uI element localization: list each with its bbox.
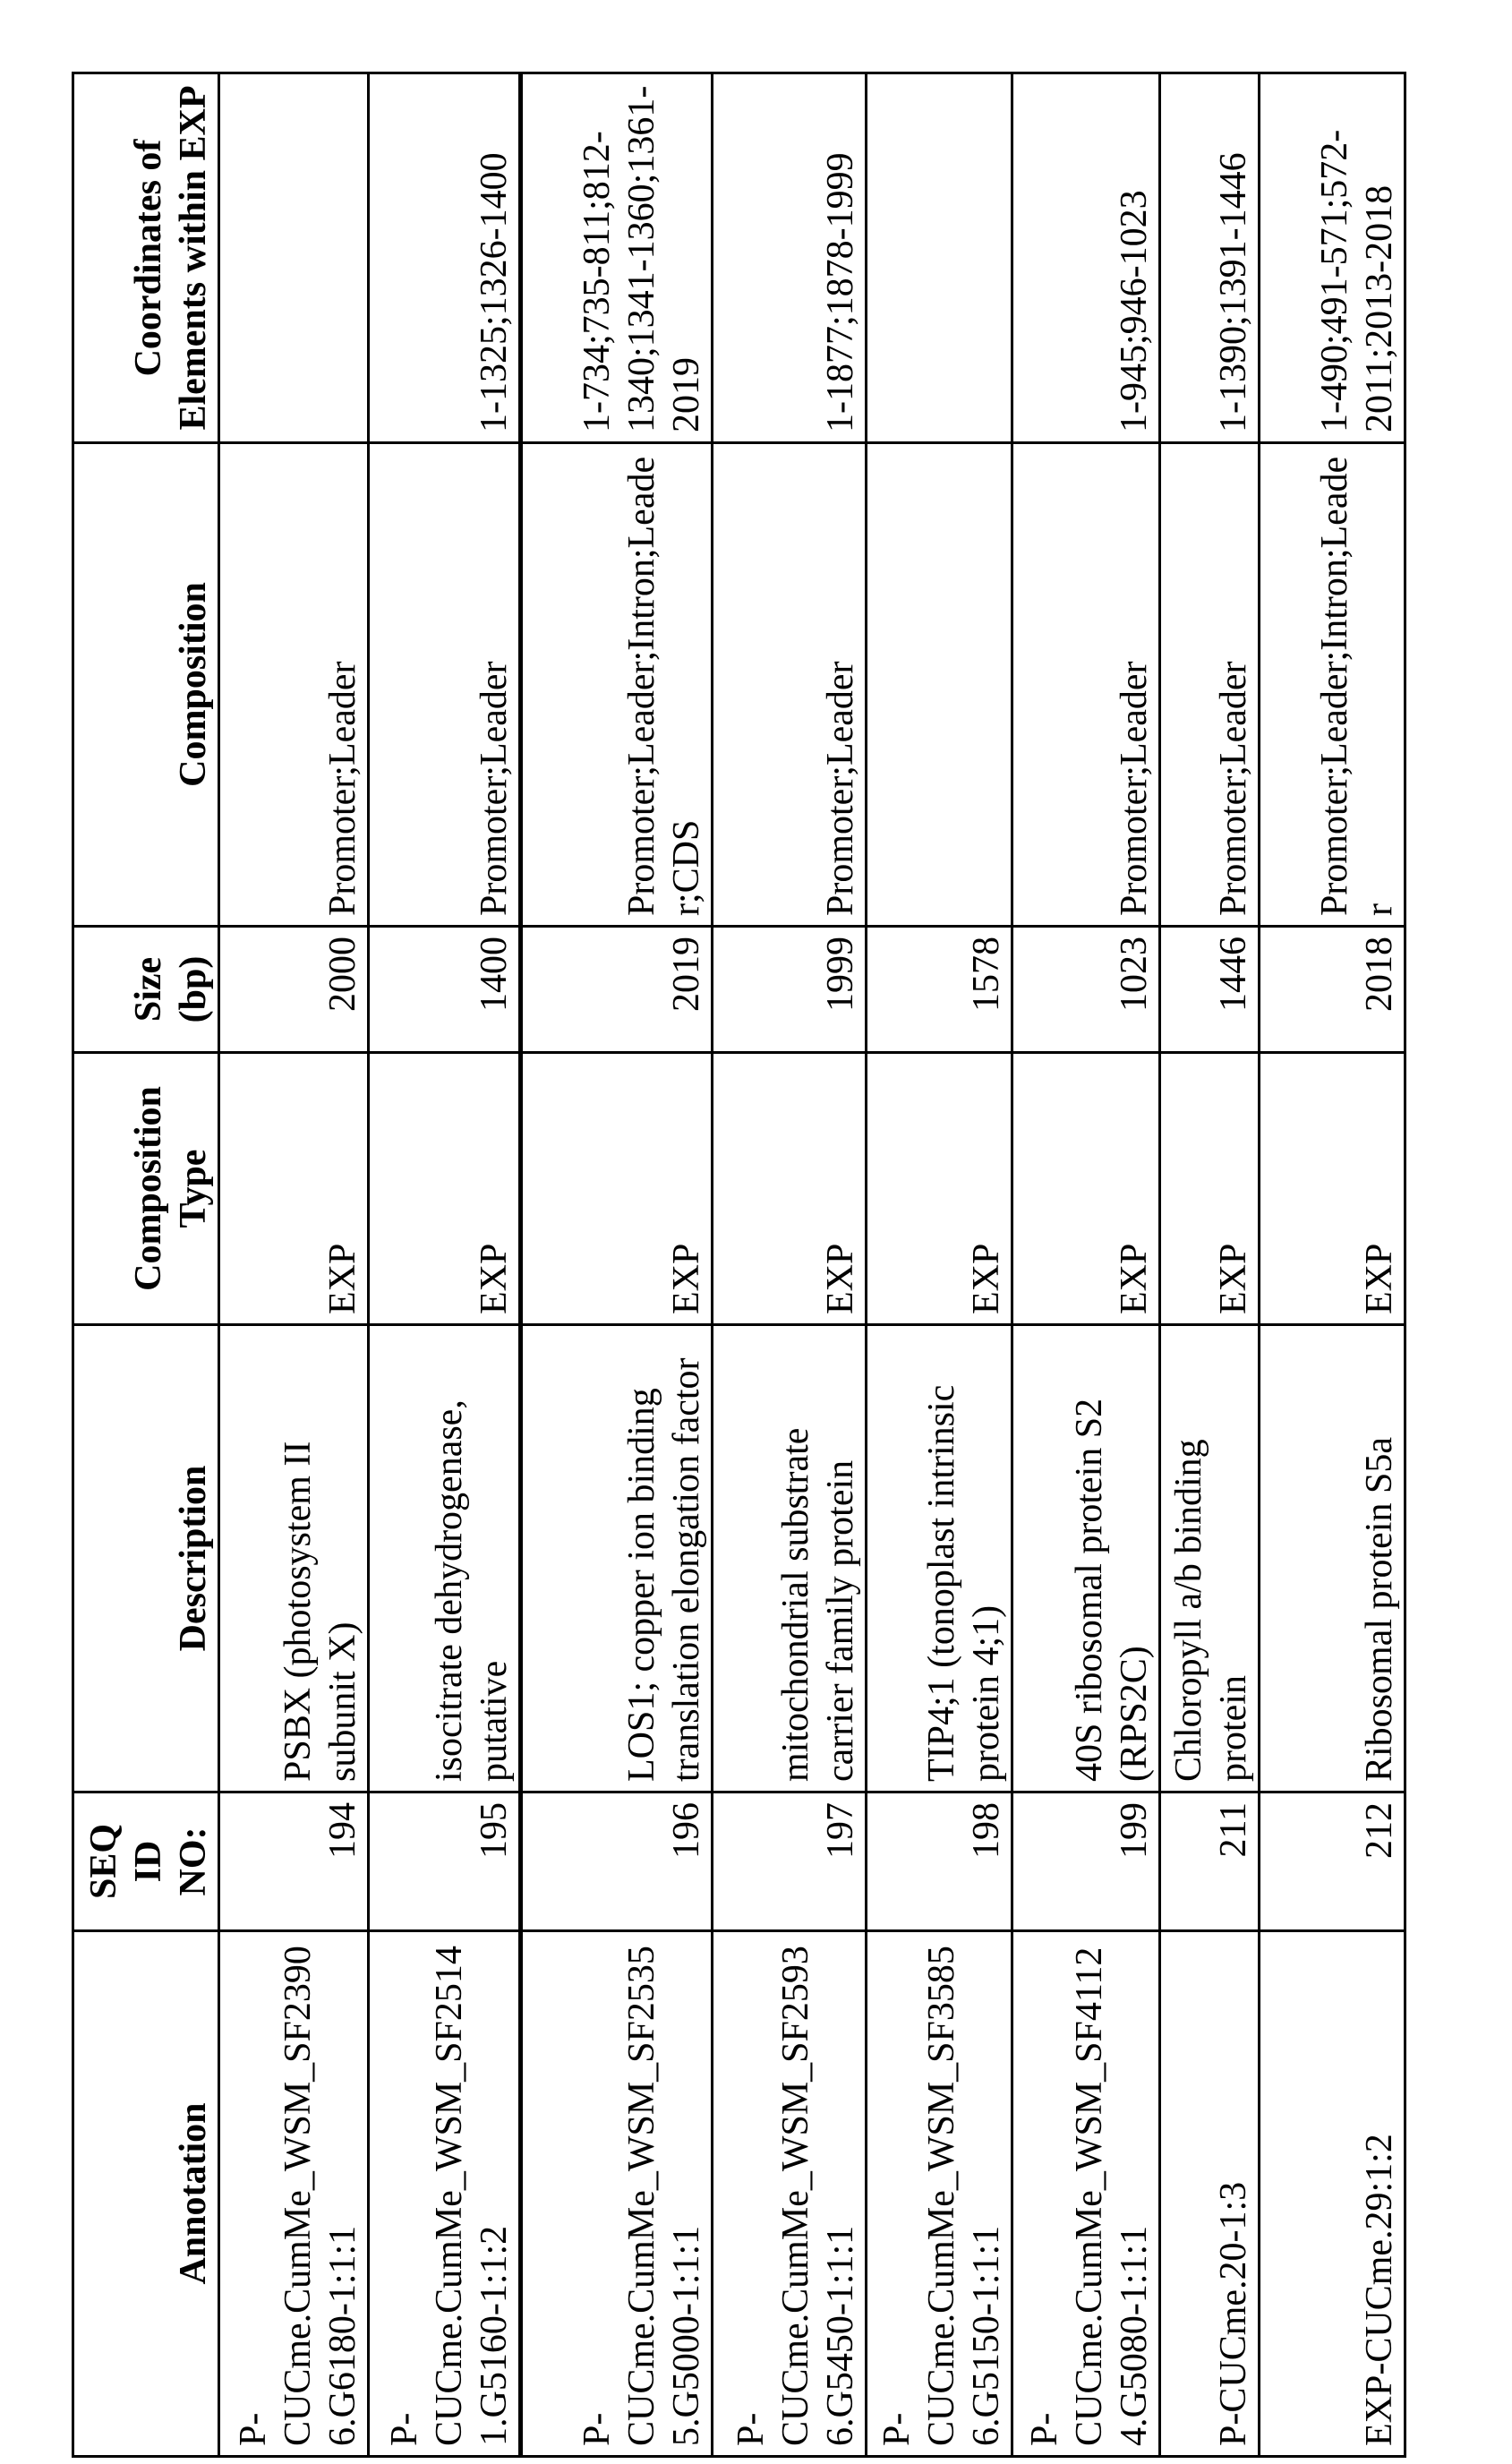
size-cell: 1023 [1012, 927, 1160, 1053]
annotation-cell: P-CUCme.CumMe_WSM_SF35856.G5150-1:1:1 [867, 1931, 1012, 2457]
annotation-cell: P-CUCme.20-1:3 [1160, 1931, 1260, 2457]
seq-id-cell: 194 [219, 1792, 369, 1931]
table-row [369, 73, 521, 2457]
coordinates-cell: 1-945;946-1023 [1012, 73, 1160, 443]
table-row [219, 73, 369, 2457]
description-cell: PSBX (photosystem II subunit X) [219, 1325, 369, 1792]
composition-cell: Promoter;Leader [713, 443, 867, 927]
header-row [73, 73, 219, 2457]
composition-type-cell: EXP [1160, 1053, 1260, 1325]
composition-type-cell: EXP [521, 1053, 713, 1325]
seq-id-cell: 196 [521, 1792, 713, 1931]
table-row [1260, 73, 1405, 2457]
composition-cell [867, 443, 1012, 927]
promoter-elements-table [72, 72, 1406, 2458]
seq-id-cell: 199 [1012, 1792, 1160, 1931]
seq-id-cell: 195 [369, 1792, 521, 1931]
composition-cell: Promoter;Leader [219, 443, 369, 927]
annotation-cell: P-CUCme.CumMe_WSM_SF41124.G5080-1:1:1 [1012, 1931, 1160, 2457]
annotation-cell: P-CUCme.CumMe_WSM_SF25355.G5000-1:1:1 [521, 1931, 713, 2457]
table-row [1160, 73, 1260, 2457]
description-cell: isocitrate dehydrogenase, putative [369, 1325, 521, 1792]
coordinates-cell: 1-1390;1391-1446 [1160, 73, 1260, 443]
description-cell: 40S ribosomal protein S2 (RPS2C) [1012, 1325, 1160, 1792]
size-cell: 1999 [713, 927, 867, 1053]
header-coordinates: Coordinates of Elements within EXP [73, 73, 219, 443]
description-cell: Chloropyll a/b binding protein [1160, 1325, 1260, 1792]
composition-cell: Promoter;Leader [369, 443, 521, 927]
seq-id-cell: 198 [867, 1792, 1012, 1931]
description-cell: Ribosomal protein S5a [1260, 1325, 1405, 1792]
composition-type-cell: EXP [713, 1053, 867, 1325]
size-cell: 1400 [369, 927, 521, 1053]
composition-cell: Promoter;Leader [1160, 443, 1260, 927]
header-seq-id: SEQ ID NO: [73, 1792, 219, 1931]
coordinates-cell: 1-490;491-571;572-2011;2013-2018 [1260, 73, 1405, 443]
rotated-table-container [72, 74, 1404, 2458]
composition-type-cell: EXP [219, 1053, 369, 1325]
size-cell: 2000 [219, 927, 369, 1053]
annotation-cell: P-CUCme.CumMe_WSM_SF25141.G5160-1:1:2 [369, 1931, 521, 2457]
size-cell: 1578 [867, 927, 1012, 1053]
size-cell: 1446 [1160, 927, 1260, 1053]
coordinates-cell [867, 73, 1012, 443]
composition-type-cell: EXP [1012, 1053, 1160, 1325]
table-row [867, 73, 1012, 2457]
seq-id-cell: 211 [1160, 1792, 1260, 1931]
header-composition: Composition [73, 443, 219, 927]
seq-id-cell: 212 [1260, 1792, 1405, 1931]
description-cell: TIP4;1 (tonoplast intrinsic protein 4;1) [867, 1325, 1012, 1792]
description-cell: LOS1; copper ion binding translation elongation factor [521, 1325, 713, 1792]
composition-cell: Promoter;Leader;Intron;Leader;CDS [521, 443, 713, 927]
composition-type-cell: EXP [1260, 1053, 1405, 1325]
composition-cell: Promoter;Leader [1012, 443, 1160, 927]
composition-type-cell: EXP [369, 1053, 521, 1325]
table-row [713, 73, 867, 2457]
header-composition-type: Composition Type [73, 1053, 219, 1325]
header-size: Size (bp) [73, 927, 219, 1053]
coordinates-cell: 1-1877;1878-1999 [713, 73, 867, 443]
header-annotation: Annotation [73, 1931, 219, 2457]
description-cell: mitochondrial substrate carrier family protein [713, 1325, 867, 1792]
size-cell: 2019 [521, 927, 713, 1053]
seq-id-cell: 197 [713, 1792, 867, 1931]
coordinates-cell: 1-1325;1326-1400 [369, 73, 521, 443]
composition-type-cell: EXP [867, 1053, 1012, 1325]
size-cell: 2018 [1260, 927, 1405, 1053]
coordinates-cell: 1-734;735-811;812-1340;1341-1360;1361-2019 [521, 73, 713, 443]
table-row [521, 73, 713, 2457]
annotation-cell: EXP-CUCme.29:1:2 [1260, 1931, 1405, 2457]
header-description: Description [73, 1325, 219, 1792]
table-row [1012, 73, 1160, 2457]
coordinates-cell [219, 73, 369, 443]
composition-cell: Promoter;Leader;Intron;Leader [1260, 443, 1405, 927]
annotation-cell: P-CUCme.CumMe_WSM_SF25936.G5450-1:1:1 [713, 1931, 867, 2457]
annotation-cell: P-CUCme.CumMe_WSM_SF23906.G6180-1:1:1 [219, 1931, 369, 2457]
